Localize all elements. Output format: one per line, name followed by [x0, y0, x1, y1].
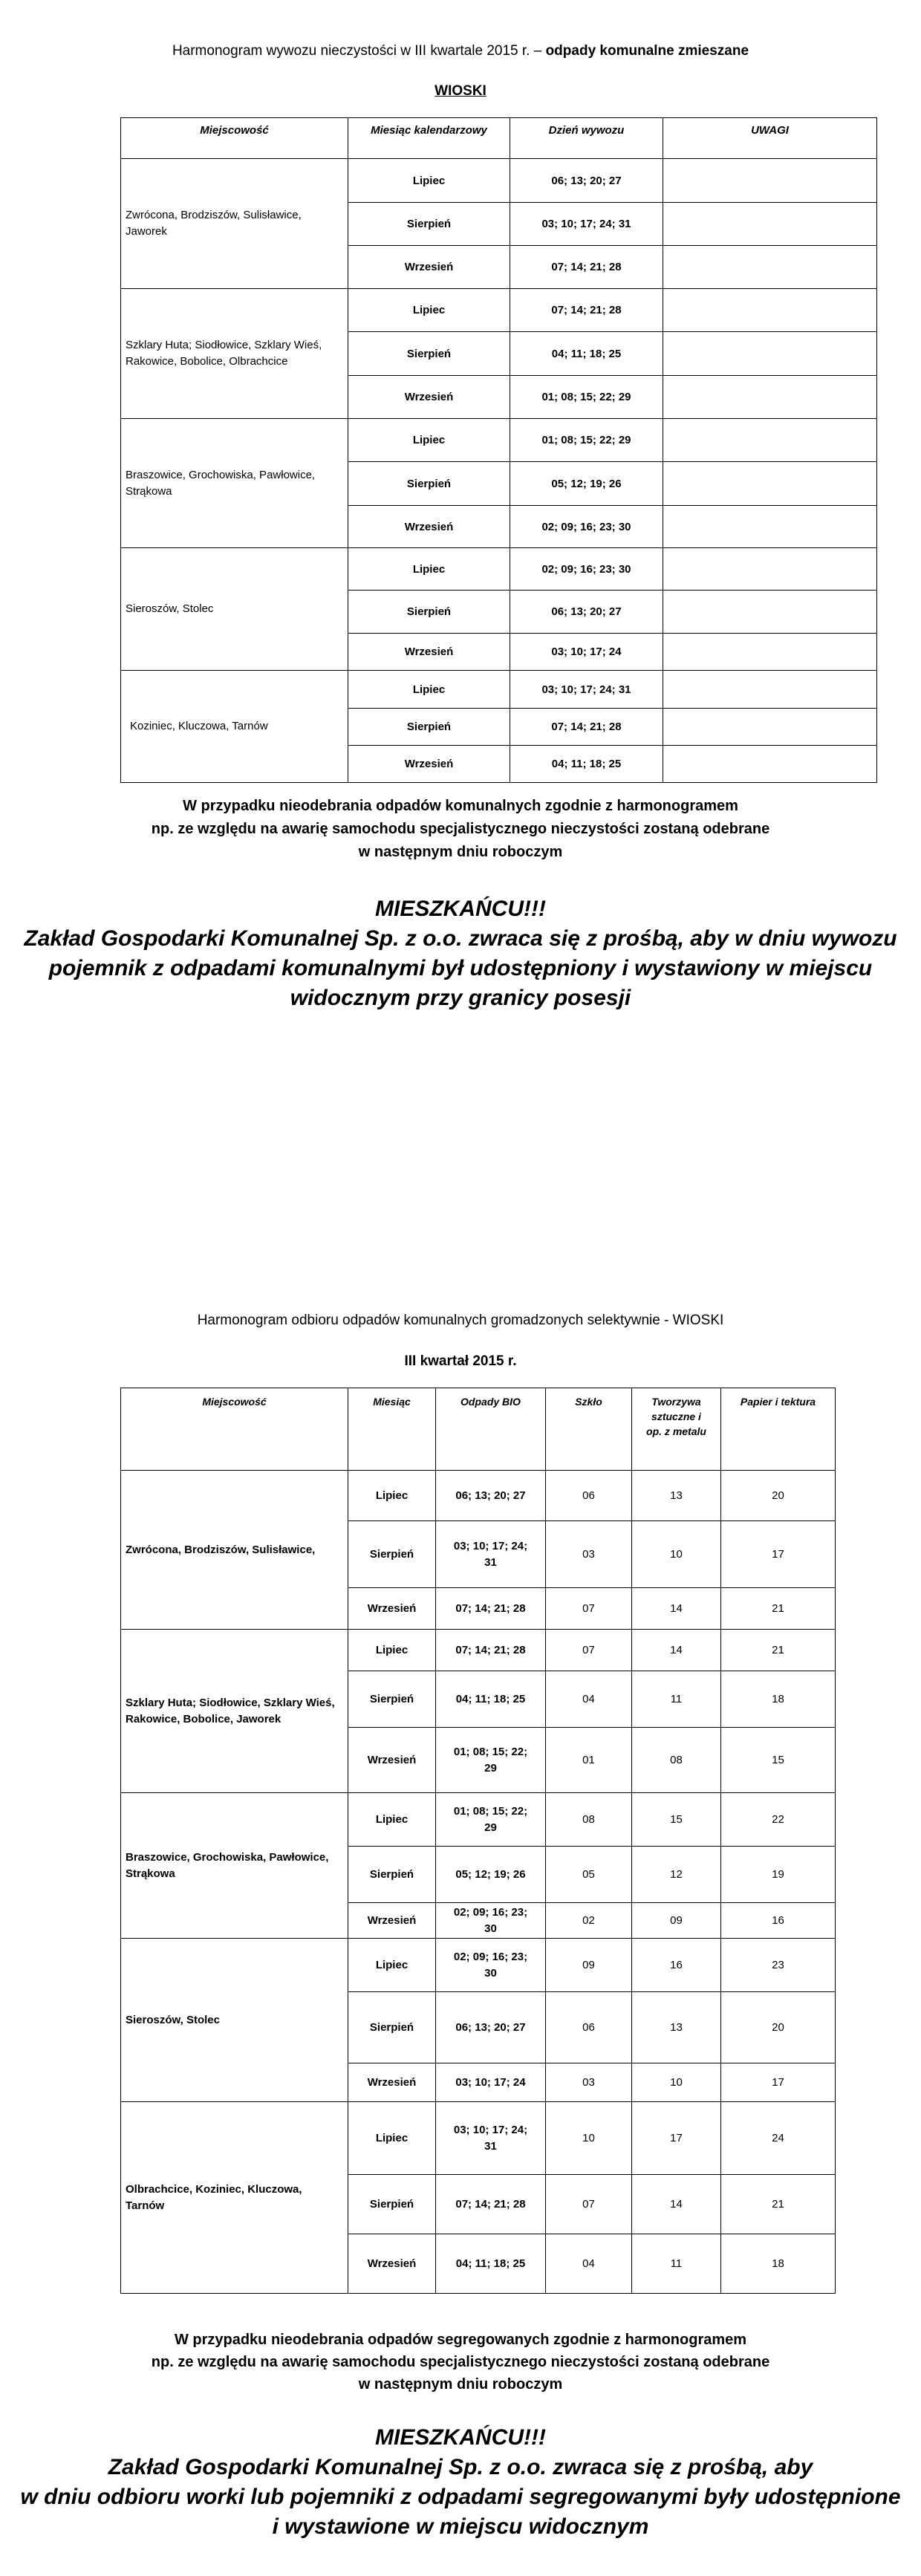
glass-cell: 03	[546, 1521, 632, 1588]
appeal-line: pojemnik z odpadami komunalnymi był udostępniony i wystawiony w miejscu	[48, 956, 873, 980]
days-cell: 06; 13; 20; 27	[510, 591, 663, 634]
plastics-cell: 10	[632, 2063, 721, 2102]
table-row	[121, 1793, 836, 1847]
location-cell: Zwrócona, Brodziszów, Sulisławice,	[121, 1471, 348, 1630]
glass-cell: 04	[546, 1671, 632, 1728]
table-row	[121, 1471, 836, 1521]
glass-cell: 04	[546, 2234, 632, 2294]
plastics-cell: 09	[632, 1903, 721, 1939]
bio-cell: 01; 08; 15; 22; 29	[436, 1728, 546, 1793]
notes-cell	[663, 159, 877, 203]
month-cell: Wrzesień	[348, 2234, 436, 2294]
notes-cell	[663, 332, 877, 376]
days-cell: 04; 11; 18; 25	[510, 332, 663, 376]
glass-cell: 07	[546, 1630, 632, 1671]
paper-cell: 21	[721, 2175, 836, 2234]
paper-cell: 20	[721, 1471, 836, 1521]
table-row	[121, 289, 877, 332]
bio-cell: 07; 14; 21; 28	[436, 1630, 546, 1671]
table-row	[121, 2102, 836, 2175]
month-cell: Lipiec	[348, 419, 510, 462]
header-location: Miejscowość	[121, 118, 348, 159]
glass-cell: 03	[546, 2063, 632, 2102]
plastics-cell: 13	[632, 1992, 721, 2063]
notice-line: np. ze względu na awarię samochodu specjalistycznego nieczystości zostaną odebrane	[151, 821, 770, 837]
notes-cell	[663, 246, 877, 289]
month-cell: Lipiec	[348, 1793, 436, 1847]
month-cell: Sierpień	[348, 591, 510, 634]
plastics-cell: 12	[632, 1847, 721, 1903]
plastics-cell: 15	[632, 1793, 721, 1847]
notice-mixed	[0, 795, 921, 864]
table1-subtitle: WIOSKI	[435, 83, 486, 99]
appeal-heading: MIESZKAŃCU!!!	[375, 897, 546, 921]
table-row	[121, 1630, 836, 1671]
notice-line: W przypadku nieodebrania odpadów komunalnych zgodnie z harmonogramem	[183, 798, 738, 814]
bio-cell: 01; 08; 15; 22; 29	[436, 1793, 546, 1847]
notes-cell	[663, 548, 877, 591]
table-row	[121, 419, 877, 462]
plastics-cell: 14	[632, 1588, 721, 1630]
plastics-cell: 08	[632, 1728, 721, 1793]
month-cell: Sierpień	[348, 1521, 436, 1588]
glass-cell: 06	[546, 1992, 632, 2063]
notes-cell	[663, 591, 877, 634]
glass-cell: 06	[546, 1471, 632, 1521]
paper-cell: 15	[721, 1728, 836, 1793]
header-glass: Szkło	[546, 1388, 632, 1471]
plastics-cell: 17	[632, 2102, 721, 2175]
month-cell: Sierpień	[348, 709, 510, 746]
table-row	[121, 159, 877, 203]
notice-segregated	[0, 2329, 921, 2396]
notes-cell	[663, 289, 877, 332]
notice-line: w następnym dniu roboczym	[358, 2376, 563, 2393]
month-cell: Wrzesień	[348, 376, 510, 419]
bio-cell: 04; 11; 18; 25	[436, 1671, 546, 1728]
month-cell: Lipiec	[348, 1471, 436, 1521]
notes-cell	[663, 506, 877, 548]
notes-cell	[663, 671, 877, 709]
month-cell: Sierpień	[348, 1992, 436, 2063]
days-cell: 03; 10; 17; 24	[510, 634, 663, 671]
selective-collection-table	[120, 1388, 836, 2294]
glass-cell: 10	[546, 2102, 632, 2175]
paper-cell: 17	[721, 1521, 836, 1588]
month-cell: Wrzesień	[348, 634, 510, 671]
glass-cell: 01	[546, 1728, 632, 1793]
table1-title	[0, 43, 921, 59]
appeal-line: Zakład Gospodarki Komunalnej Sp. z o.o. zwraca się z prośbą, aby w dniu wywozu	[24, 926, 897, 951]
notice-line: np. ze względu na awarię samochodu specjalistycznego nieczystości zostaną odebrane	[151, 2354, 770, 2370]
month-cell: Lipiec	[348, 1939, 436, 1992]
days-cell: 04; 11; 18; 25	[510, 746, 663, 783]
header-month: Miesiąc kalendarzowy	[348, 118, 510, 159]
month-cell: Sierpień	[348, 1847, 436, 1903]
month-cell: Wrzesień	[348, 746, 510, 783]
location-cell: Braszowice, Grochowiska, Pawłowice, Strąkowa	[121, 1793, 348, 1939]
month-cell: Lipiec	[348, 159, 510, 203]
month-cell: Sierpień	[348, 2175, 436, 2234]
month-cell: Sierpień	[348, 1671, 436, 1728]
appeal-mixed	[0, 894, 921, 1013]
notes-cell	[663, 203, 877, 246]
bio-cell: 06; 13; 20; 27	[436, 1471, 546, 1521]
header-location: Miejscowość	[121, 1388, 348, 1471]
header-day: Dzień wywozu	[510, 118, 663, 159]
month-cell: Wrzesień	[348, 246, 510, 289]
location-cell: Koziniec, Kluczowa, Tarnów	[121, 671, 348, 783]
month-cell: Wrzesień	[348, 2063, 436, 2102]
month-cell: Sierpień	[348, 332, 510, 376]
paper-cell: 22	[721, 1793, 836, 1847]
collection-schedule-table	[120, 117, 877, 783]
days-cell: 05; 12; 19; 26	[510, 462, 663, 506]
bio-cell: 06; 13; 20; 27	[436, 1992, 546, 2063]
header-month: Miesiąc	[348, 1388, 436, 1471]
paper-cell: 17	[721, 2063, 836, 2102]
days-cell: 06; 13; 20; 27	[510, 159, 663, 203]
days-cell: 07; 14; 21; 28	[510, 709, 663, 746]
glass-cell: 07	[546, 2175, 632, 2234]
table-header-row	[121, 1388, 836, 1471]
days-cell: 02; 09; 16; 23; 30	[510, 548, 663, 591]
glass-cell: 07	[546, 1588, 632, 1630]
days-cell: 02; 09; 16; 23; 30	[510, 506, 663, 548]
bio-cell: 07; 14; 21; 28	[436, 1588, 546, 1630]
days-cell: 01; 08; 15; 22; 29	[510, 376, 663, 419]
paper-cell: 19	[721, 1847, 836, 1903]
plastics-cell: 14	[632, 2175, 721, 2234]
location-cell: Sieroszów, Stolec	[121, 548, 348, 671]
month-cell: Lipiec	[348, 2102, 436, 2175]
plastics-cell: 11	[632, 2234, 721, 2294]
notes-cell	[663, 634, 877, 671]
glass-cell: 09	[546, 1939, 632, 1992]
table-row	[121, 548, 877, 591]
header-bio: Odpady BIO	[436, 1388, 546, 1471]
table-row	[121, 671, 877, 709]
header-paper: Papier i tektura	[721, 1388, 836, 1471]
header-plastics: Tworzywa sztuczne i op. z metalu	[632, 1388, 721, 1471]
table1-title-bold: odpady komunalne zmieszane	[545, 43, 749, 59]
table1-title-plain: Harmonogram wywozu nieczystości w III kwartale 2015 r. –	[172, 43, 546, 59]
month-cell: Wrzesień	[348, 506, 510, 548]
glass-cell: 08	[546, 1793, 632, 1847]
plastics-cell: 16	[632, 1939, 721, 1992]
plastics-cell: 10	[632, 1521, 721, 1588]
bio-cell: 03; 10; 17; 24; 31	[436, 2102, 546, 2175]
month-cell: Wrzesień	[348, 1588, 436, 1630]
notice-line: W przypadku nieodebrania odpadów segregowanych zgodnie z harmonogramem	[174, 2332, 747, 2348]
bio-cell: 03; 10; 17; 24	[436, 2063, 546, 2102]
appeal-line: i wystawione w miejscu widocznym	[272, 2514, 649, 2539]
glass-cell: 02	[546, 1903, 632, 1939]
month-cell: Sierpień	[348, 203, 510, 246]
location-cell: Szklary Huta; Siodłowice, Szklary Wieś, Rakowice, Bobolice, Jaworek	[121, 1630, 348, 1793]
appeal-line: Zakład Gospodarki Komunalnej Sp. z o.o. zwraca się z prośbą, aby	[108, 2455, 813, 2479]
paper-cell: 21	[721, 1588, 836, 1630]
month-cell: Lipiec	[348, 548, 510, 591]
glass-cell: 05	[546, 1847, 632, 1903]
table2-title: Harmonogram odbioru odpadów komunalnych gromadzonych selektywnie - WIOSKI	[197, 1313, 724, 1328]
paper-cell: 16	[721, 1903, 836, 1939]
appeal-line: widocznym przy granicy posesji	[290, 986, 631, 1010]
location-cell: Szklary Huta; Siodłowice, Szklary Wieś, Rakowice, Bobolice, Olbrachcice	[121, 289, 348, 419]
days-cell: 07; 14; 21; 28	[510, 289, 663, 332]
month-cell: Sierpień	[348, 462, 510, 506]
appeal-line: w dniu odbioru worki lub pojemniki z odpadami segregowanymi były udostępnione	[20, 2485, 901, 2509]
days-cell: 03; 10; 17; 24; 31	[510, 203, 663, 246]
month-cell: Wrzesień	[348, 1903, 436, 1939]
month-cell: Lipiec	[348, 289, 510, 332]
table-row	[121, 1939, 836, 1992]
notes-cell	[663, 462, 877, 506]
paper-cell: 18	[721, 2234, 836, 2294]
location-cell: Zwrócona, Brodziszów, Sulisławice, Jaworek	[121, 159, 348, 289]
plastics-cell: 11	[632, 1671, 721, 1728]
appeal-segregated	[0, 2423, 921, 2542]
month-cell: Lipiec	[348, 1630, 436, 1671]
plastics-cell: 14	[632, 1630, 721, 1671]
month-cell: Wrzesień	[348, 1728, 436, 1793]
days-cell: 01; 08; 15; 22; 29	[510, 419, 663, 462]
table-header-row	[121, 118, 877, 159]
bio-cell: 04; 11; 18; 25	[436, 2234, 546, 2294]
notes-cell	[663, 376, 877, 419]
paper-cell: 23	[721, 1939, 836, 1992]
bio-cell: 05; 12; 19; 26	[436, 1847, 546, 1903]
appeal-heading: MIESZKAŃCU!!!	[375, 2425, 546, 2450]
table2-quarter: III kwartał 2015 r.	[404, 1353, 517, 1369]
days-cell: 07; 14; 21; 28	[510, 246, 663, 289]
plastics-cell: 13	[632, 1471, 721, 1521]
bio-cell: 02; 09; 16; 23; 30	[436, 1939, 546, 1992]
bio-cell: 07; 14; 21; 28	[436, 2175, 546, 2234]
paper-cell: 24	[721, 2102, 836, 2175]
notes-cell	[663, 419, 877, 462]
location-cell: Braszowice, Grochowiska, Pawłowice, Strąkowa	[121, 419, 348, 548]
paper-cell: 20	[721, 1992, 836, 2063]
bio-cell: 03; 10; 17; 24; 31	[436, 1521, 546, 1588]
paper-cell: 21	[721, 1630, 836, 1671]
notes-cell	[663, 709, 877, 746]
location-cell: Olbrachcice, Koziniec, Kluczowa, Tarnów	[121, 2102, 348, 2294]
notice-line: w następnym dniu roboczym	[358, 844, 563, 860]
paper-cell: 18	[721, 1671, 836, 1728]
location-cell: Sieroszów, Stolec	[121, 1939, 348, 2102]
bio-cell: 02; 09; 16; 23; 30	[436, 1903, 546, 1939]
month-cell: Lipiec	[348, 671, 510, 709]
header-notes: UWAGI	[663, 118, 877, 159]
days-cell: 03; 10; 17; 24; 31	[510, 671, 663, 709]
notes-cell	[663, 746, 877, 783]
